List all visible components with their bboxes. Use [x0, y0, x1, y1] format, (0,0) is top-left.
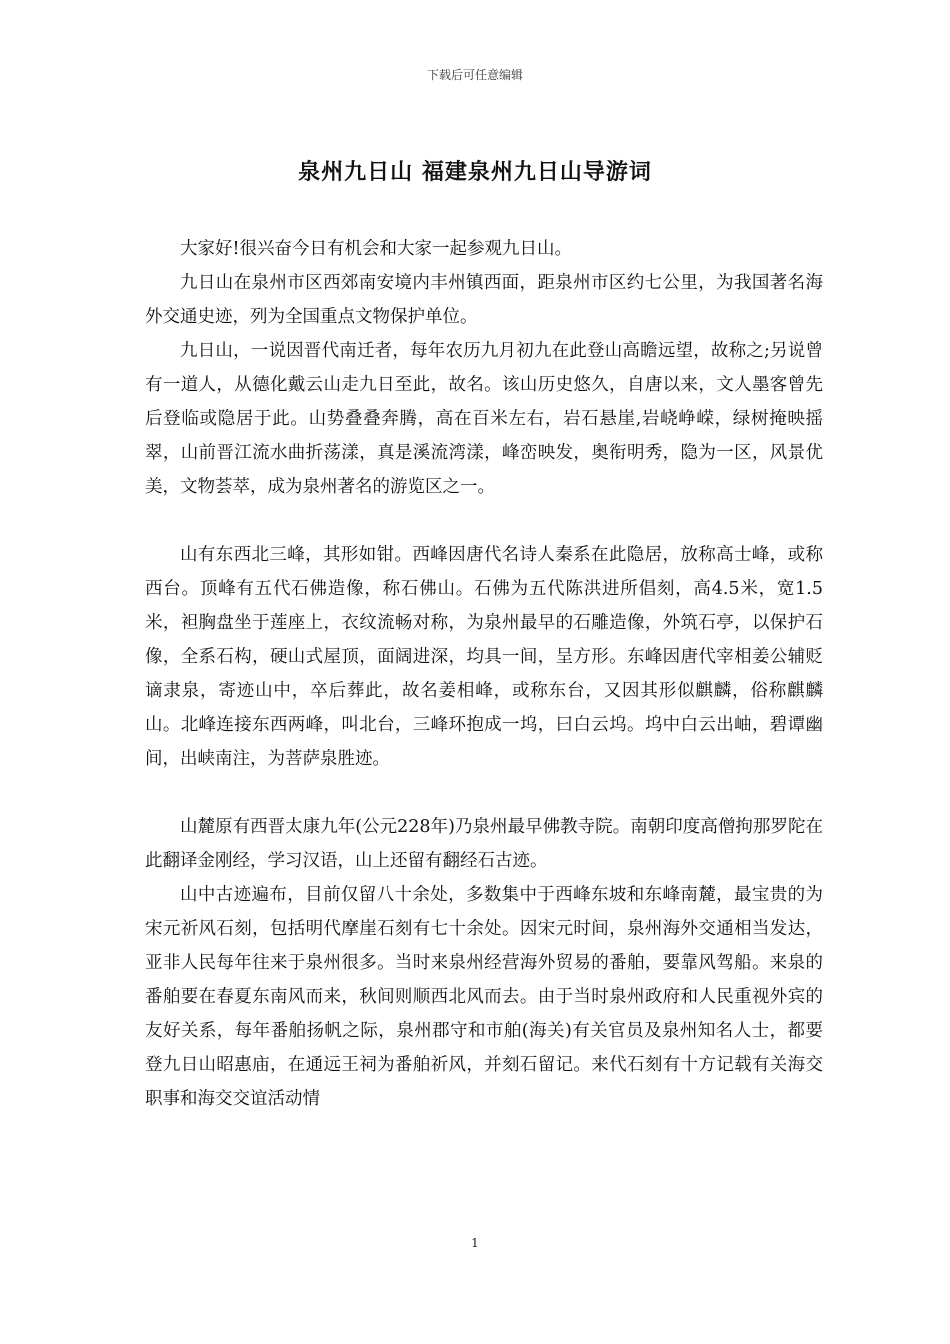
paragraph-three-peaks: 山有东西北三峰，其形如钳。西峰因唐代名诗人秦系在此隐居，放称高士峰，或称西台。顶峰有五代石佛造像，称石佛山。石佛为五代陈洪进所倡刻，高4.5米，宽1.5米，袒胸盘坐于莲座上，衣纹流畅对称，为泉州最早的石雕造像，外筑石亭，以保护石像，全系石构，硬山式屋顶，面阔进深，均具一间，呈方形。东峰因唐代宰相姜公辅贬谪隶泉，寄迹山中，卒后葬此，故名姜相峰，或称东台，又因其形似麒麟，俗称麒麟山。北峰连接东西两峰，叫北台，三峰环抱成一坞，曰白云坞。坞中白云出岫，碧谭幽间，出峡南注，为菩萨泉胜迹。: [145, 545, 823, 769]
paragraph-location: 九日山在泉州市区西郊南安境内丰州镇西面，距泉州市区约七公里，为我国著名海外交通史迹，列为全国重点文物保护单位。: [145, 273, 823, 327]
paragraph-inscriptions: 山中古迹遍布，目前仅留八十余处，多数集中于西峰东坡和东峰南麓，最宝贵的为宋元祈风石刻，包括明代摩崖石刻有七十余处。因宋元时间，泉州海外交通相当发达，亚非人民每年往来于泉州很多。当时来泉州经营海外贸易的番舶，要靠风驾船。来泉的番舶要在春夏东南风而来，秋间则顺西北风而去。由于当时泉州政府和人民重视外宾的友好关系，每年番舶扬帆之际，泉州郡守和市舶(海关)有关官员及泉州知名人士，都要登九日山昭惠庙，在通远王祠为番舶祈风，并刻石留记。来代石刻有十方记载有关海交职事和海交交谊活动情: [145, 885, 823, 1109]
paragraph-name-origin: 九日山，一说因晋代南迁者，每年农历九月初九在此登山高瞻远望，故称之;另说曾有一道人，从德化戴云山走九日至此，故名。该山历史悠久，自唐以来，文人墨客曾先后登临或隐居于此。山势叠叠奔腾，高在百米左右，岩石悬崖,岩峣峥嵘，绿树掩映摇翠，山前晋江流水曲折荡漾，真是溪流湾漾，峰峦映发，奥衔明秀，隐为一区，风景优美，文物荟萃，成为泉州著名的游览区之一。: [145, 341, 823, 497]
document-title: 泉州九日山 福建泉州九日山导游词: [298, 159, 652, 185]
document-body: [145, 232, 823, 1116]
header-note: 下载后可任意编辑: [426, 68, 523, 82]
page-number: 1: [471, 1236, 479, 1250]
paragraph-greeting: 大家好!很兴奋今日有机会和大家一起参观九日山。: [180, 239, 573, 259]
paragraph-temple: 山麓原有西晋太康九年(公元228年)乃泉州最早佛教寺院。南朝印度高僧拘那罗陀在此翻译金刚经，学习汉语，山上还留有翻经石古迹。: [145, 817, 823, 871]
